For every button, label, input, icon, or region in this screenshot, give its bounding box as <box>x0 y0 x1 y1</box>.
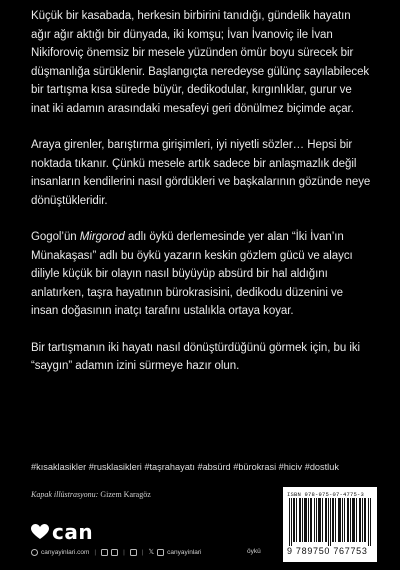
paragraph-3-part-1: Gogol’ün <box>31 231 80 243</box>
isbn-digits: 9 789750 767753 <box>287 546 368 556</box>
illustrator-name: Gizem Karagöz <box>98 490 151 499</box>
logo-text: can <box>52 520 94 544</box>
illustrator-label: Kapak illüstrasyonu: <box>31 490 99 499</box>
divider: | <box>141 548 144 556</box>
paragraph-3 <box>31 228 371 321</box>
paragraph-3-part-2: adlı öykü derlemesinde yer alan “İki İvan’ın Münakaşası” adlı bu öykü yazarın keskin gözlem gücü ve alaycı diliyle küçük bir olayın nasıl büyüyüp absürd bir hal aldığını anlatırken, taşra hayatının bürokrasisini, dedikodu düzenini ve insan doğasının inatçı tarafını ustalıkla ortaya koyar. <box>31 231 353 317</box>
tiktok-icon[interactable] <box>157 549 164 556</box>
barcode-icon <box>287 498 373 546</box>
back-cover-text <box>31 7 371 394</box>
instagram-icon[interactable] <box>111 549 118 556</box>
category-label: öykü <box>247 548 261 555</box>
paragraph-2: Araya girenler, barıştırma girişimleri, iyi niyetli sözler… Hepsi bir noktada tıkanır. Çünkü mesele artık sadece bir anlaşmazlık değil insanların kendilerini nasıl gördükleri ve başkalarının gözünde neye dönüştükleridir. <box>31 139 371 207</box>
book-title-italic: Mirgorod <box>79 231 125 243</box>
divider: | <box>123 548 125 556</box>
hashtags: #kısaklasikler #rusklasikleri #taşrahayatı #absürd #bürokrasi #hiciv #dostluk <box>31 462 339 472</box>
paragraph-4: Bir tartışmanın iki hayatı nasıl dönüştürdüğünü görmek için, bu iki “saygın” adamın izini sürmeye hazır olun. <box>31 341 361 372</box>
heart-icon <box>31 524 49 540</box>
x-icon[interactable]: 𝕏 <box>148 549 155 556</box>
divider: | <box>94 548 97 556</box>
youtube-icon[interactable] <box>130 549 137 556</box>
illustrator-credit <box>31 490 151 499</box>
publisher-logo <box>31 520 93 544</box>
facebook-icon[interactable] <box>101 549 108 556</box>
paragraph-1: Küçük bir kasabada, herkesin birbirini tanıdığı, gündelik hayatın ağır ağır aktığı bir dünyada, iki komşu; İvan İvanoviç ile İvan Nikiforoviç önemsiz bir mesele yüzünden ömür boyu sürecek bir düşmanlığa sürüklenir. Başlangıçta neredeyse gülünç sayılabilecek bir tartışma kısa sürede büyür, dedikodular, kırgınlıklar, gurur ve inat iki adamın arasındaki mesafeyi geri dönülmez biçimde açar. <box>31 10 370 115</box>
social-handle[interactable]: canyayinlari <box>167 548 202 556</box>
isbn-label: ISBN 978-975-07-4775-3 <box>287 491 365 498</box>
website-link[interactable]: canyayinlari.com <box>41 548 90 556</box>
globe-icon <box>31 549 38 556</box>
footer-links <box>31 548 202 556</box>
